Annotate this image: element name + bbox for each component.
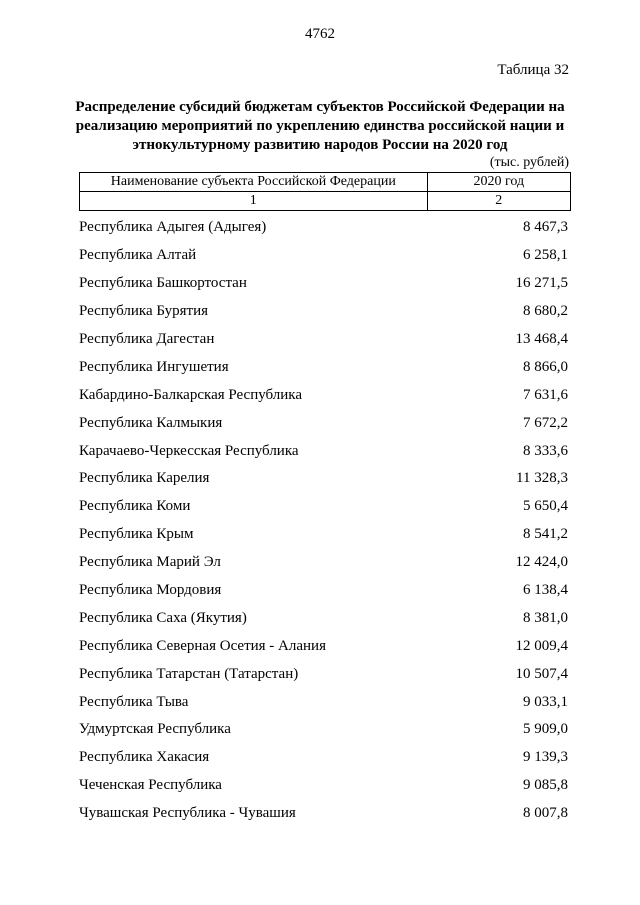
subsidy-value: 8 467,3	[523, 219, 568, 236]
subsidy-value: 5 909,0	[523, 721, 568, 738]
table-row	[79, 744, 568, 772]
table-row	[79, 270, 568, 298]
subject-name: Республика Татарстан (Татарстан)	[79, 665, 299, 682]
table-row	[79, 772, 568, 800]
subsidy-value: 7 631,6	[523, 386, 568, 403]
subject-name: Республика Дагестан	[79, 331, 215, 347]
subject-name: Республика Тыва	[79, 693, 189, 710]
subject-name: Республика Северная Осетия - Алания	[79, 637, 326, 654]
subject-name: Республика Мордовия	[79, 582, 222, 599]
table-row	[79, 242, 568, 270]
subsidy-value: 5 650,4	[523, 498, 568, 515]
subject-name: Республика Хакасия	[79, 749, 210, 766]
subsidy-value: 7 672,2	[523, 414, 568, 431]
table-row	[79, 688, 568, 716]
header-number-row	[80, 192, 571, 211]
table-row	[79, 326, 568, 354]
page-number: 4762	[305, 26, 335, 42]
table-row	[79, 577, 568, 605]
subject-name: Республика Башкортостан	[79, 275, 247, 292]
subject-name: Республика Бурятия	[79, 303, 209, 320]
subsidy-value: 16 271,5	[515, 275, 568, 292]
table-row	[79, 549, 568, 577]
subject-name: Республика Коми	[79, 498, 191, 515]
subject-name: Республика Алтай	[79, 247, 197, 264]
table-row	[79, 604, 568, 632]
subject-name: Республика Саха (Якутия)	[79, 609, 247, 626]
subject-name: Республика Ингушетия	[79, 358, 229, 375]
subsidy-value: 6 138,4	[523, 582, 568, 599]
subsidy-value: 12 424,0	[515, 554, 568, 571]
table-body	[79, 214, 568, 828]
subsidy-value: 8 680,2	[523, 303, 568, 320]
subject-name: Республика Калмыкия	[79, 414, 223, 431]
table-header	[79, 172, 571, 211]
document-title: Распределение субсидий бюджетам субъектов Российской Федерации на реализацию мероприятий по укреплению единства российской нации и этнокультурному развитию народов России на 2020 год	[75, 99, 565, 153]
subject-name: Республика Марий Эл	[79, 554, 221, 571]
table-row	[79, 381, 568, 409]
table-row	[79, 465, 568, 493]
units-label: (тыс. рублей)	[489, 155, 569, 170]
header-subject-name: Наименование субъекта Российской Федерации	[80, 173, 428, 192]
subject-name: Республика Адыгея (Адыгея)	[79, 219, 267, 236]
subject-name: Кабардино-Балкарская Республика	[79, 386, 303, 403]
table-row	[79, 521, 568, 549]
subsidy-value: 8 381,0	[523, 609, 568, 626]
subject-name: Удмуртская Республика	[79, 721, 231, 738]
subject-name: Чувашская Республика - Чувашия	[79, 805, 296, 822]
subsidy-value: 8 541,2	[523, 526, 568, 543]
subsidy-value: 9 085,8	[523, 777, 568, 794]
header-col-number-2: 2	[427, 192, 570, 211]
table-row	[79, 214, 568, 242]
table-row	[79, 800, 568, 828]
subsidy-value: 11 328,3	[516, 470, 568, 487]
subsidy-value: 13 468,4	[515, 331, 568, 347]
subject-name: Карачаево-Черкесская Республика	[79, 442, 299, 459]
subsidy-value: 12 009,4	[515, 637, 568, 654]
subsidy-value: 8 333,6	[523, 442, 568, 459]
header-row	[80, 173, 571, 192]
table-row	[79, 660, 568, 688]
subject-name: Чеченская Республика	[79, 777, 222, 794]
table-row	[79, 353, 568, 381]
subsidy-value: 8 007,8	[523, 805, 568, 822]
subject-name: Республика Карелия	[79, 470, 210, 487]
subject-name: Республика Крым	[79, 526, 194, 543]
header-col-number-1: 1	[80, 192, 428, 211]
table-row	[79, 409, 568, 437]
subsidy-value: 6 258,1	[523, 247, 568, 264]
subsidy-value: 8 866,0	[523, 358, 568, 375]
subsidy-value: 9 139,3	[523, 749, 568, 766]
subsidy-value: 10 507,4	[515, 665, 568, 682]
table-row	[79, 437, 568, 465]
table-row	[79, 298, 568, 326]
header-year: 2020 год	[427, 173, 570, 192]
table-row	[79, 493, 568, 521]
table-row	[79, 632, 568, 660]
table-label: Таблица 32	[497, 62, 569, 78]
table-row	[79, 716, 568, 744]
subsidy-value: 9 033,1	[523, 693, 568, 710]
